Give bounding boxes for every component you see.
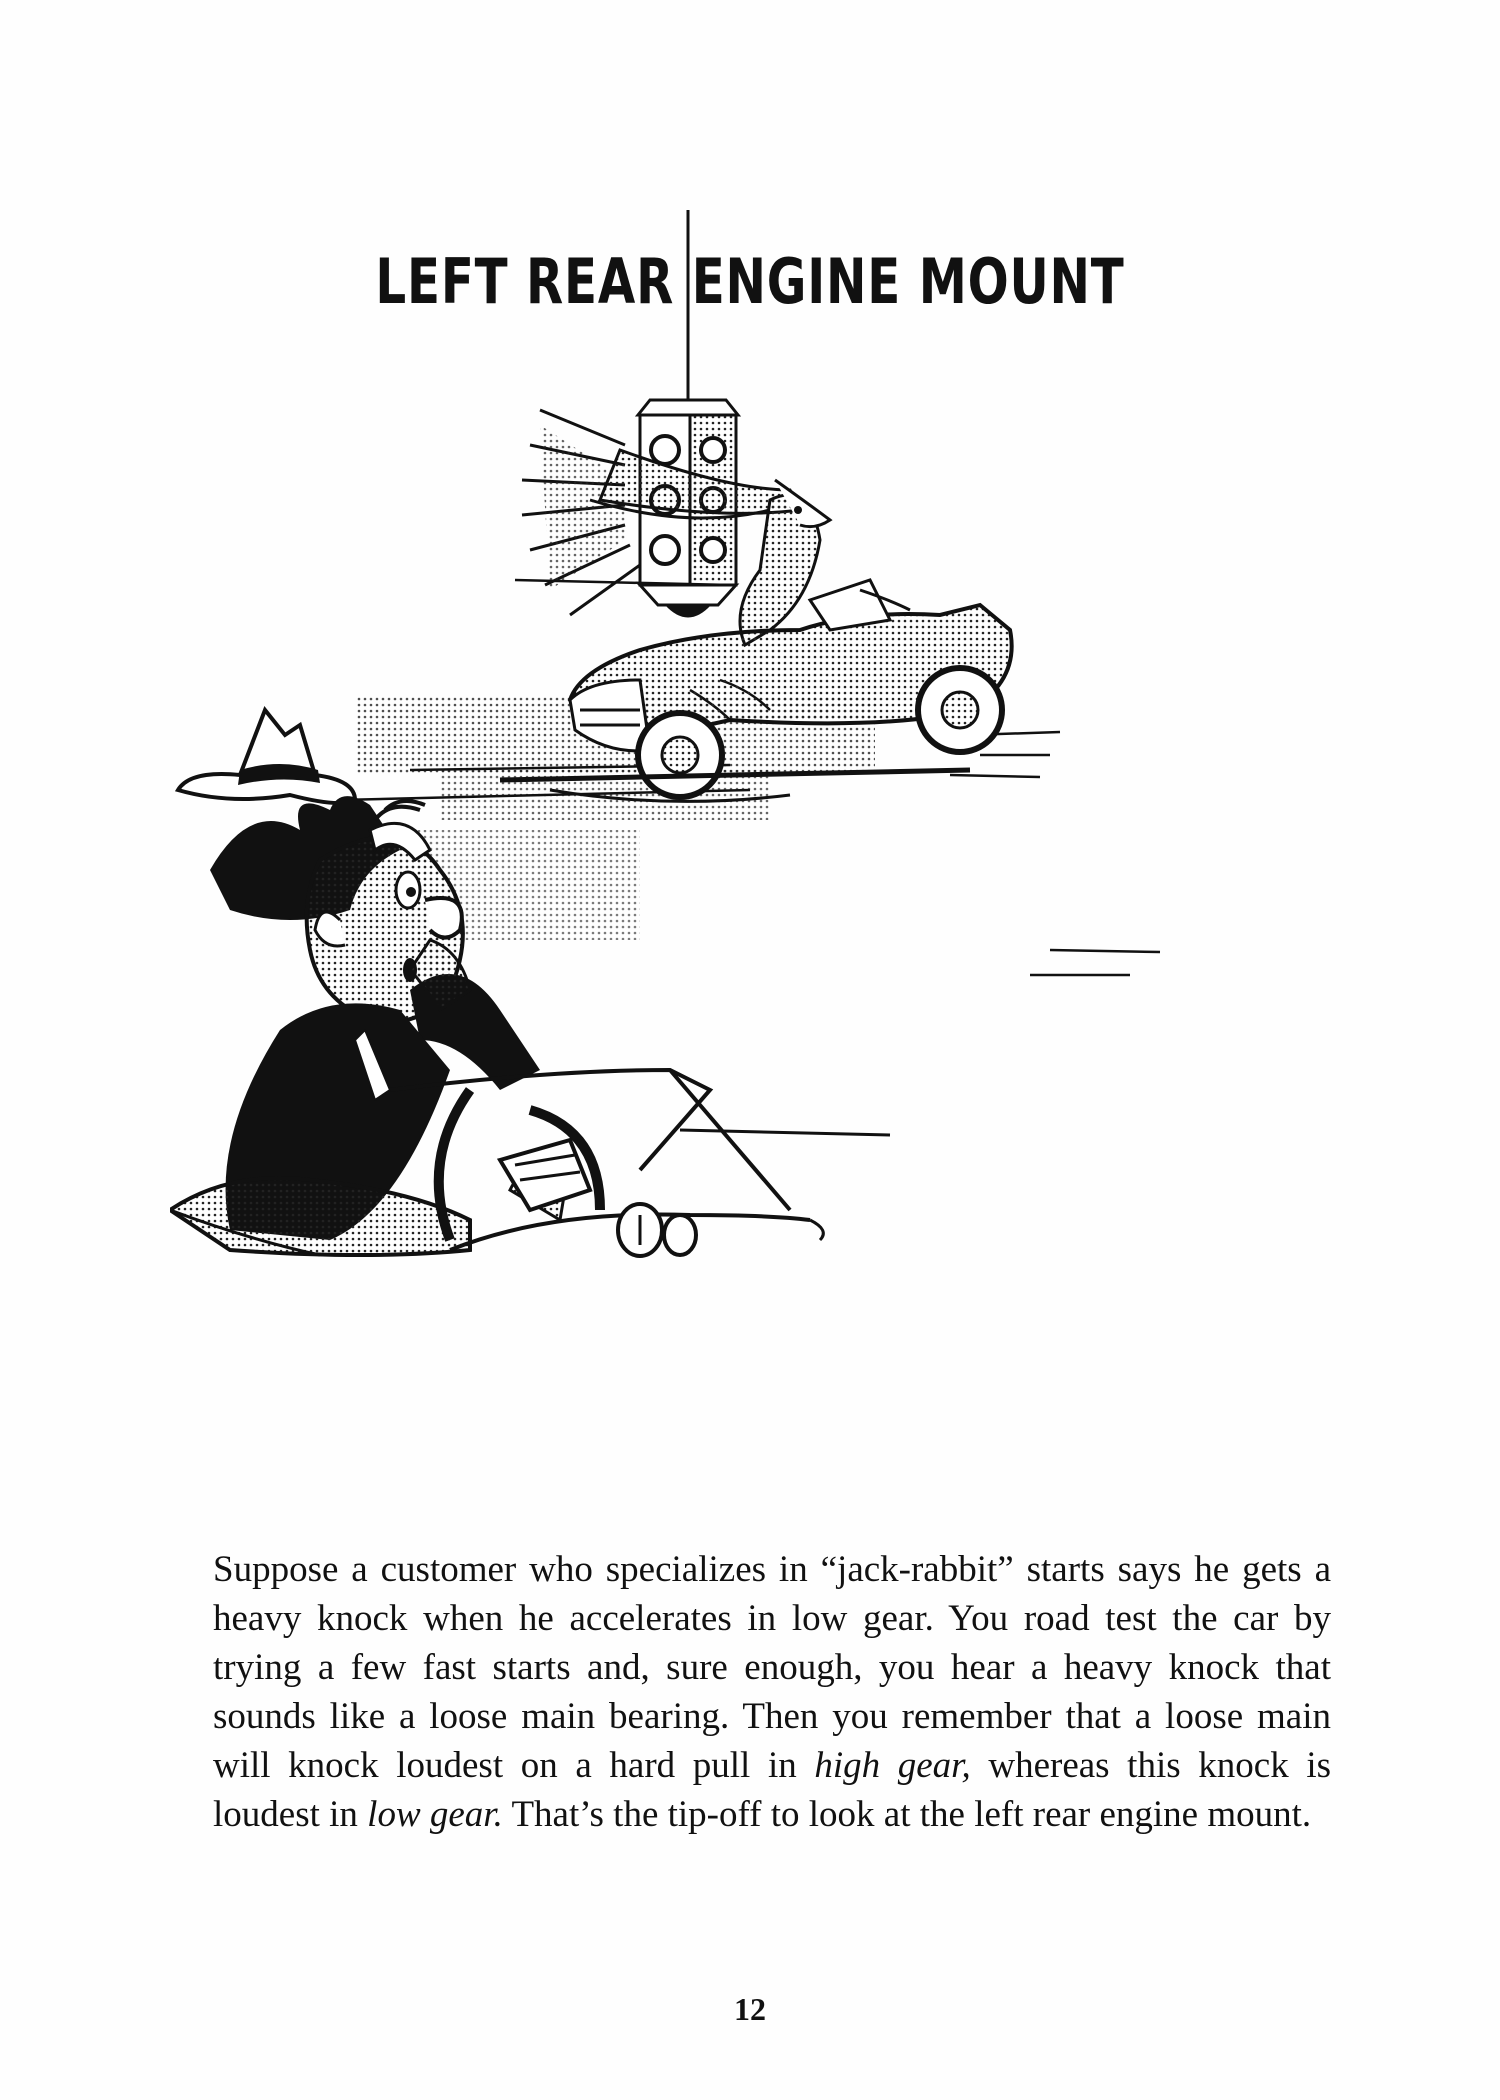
body-text-1: Suppose a customer who specializes in “jack-rabbit” starts says he gets a heavy knock when he accelerates in low gear. You road test the car by trying a few fast starts and, sure enough, you hear a heavy knock that sounds like a loose main bearing. Then you remember that a loose main will knock loudest on a hard pull in (213, 1549, 1331, 1786)
body-emphasis-high-gear: high gear, (814, 1745, 971, 1786)
page-number: 12 (734, 1991, 766, 2027)
page-title: LEFT REAR ENGINE MOUNT (375, 245, 1125, 318)
body-text-3: That’s the tip-off to look at the left rear engine mount. (502, 1794, 1312, 1835)
body-emphasis-low-gear: low gear. (367, 1794, 503, 1835)
body-text-2: whereas this knock is loudest in (213, 1745, 1331, 1835)
body-paragraph (213, 1545, 1331, 1839)
flying-hat (178, 710, 355, 803)
cartoon-illustration (170, 210, 1370, 1440)
light-rays (522, 410, 640, 615)
traffic-light (638, 210, 738, 618)
